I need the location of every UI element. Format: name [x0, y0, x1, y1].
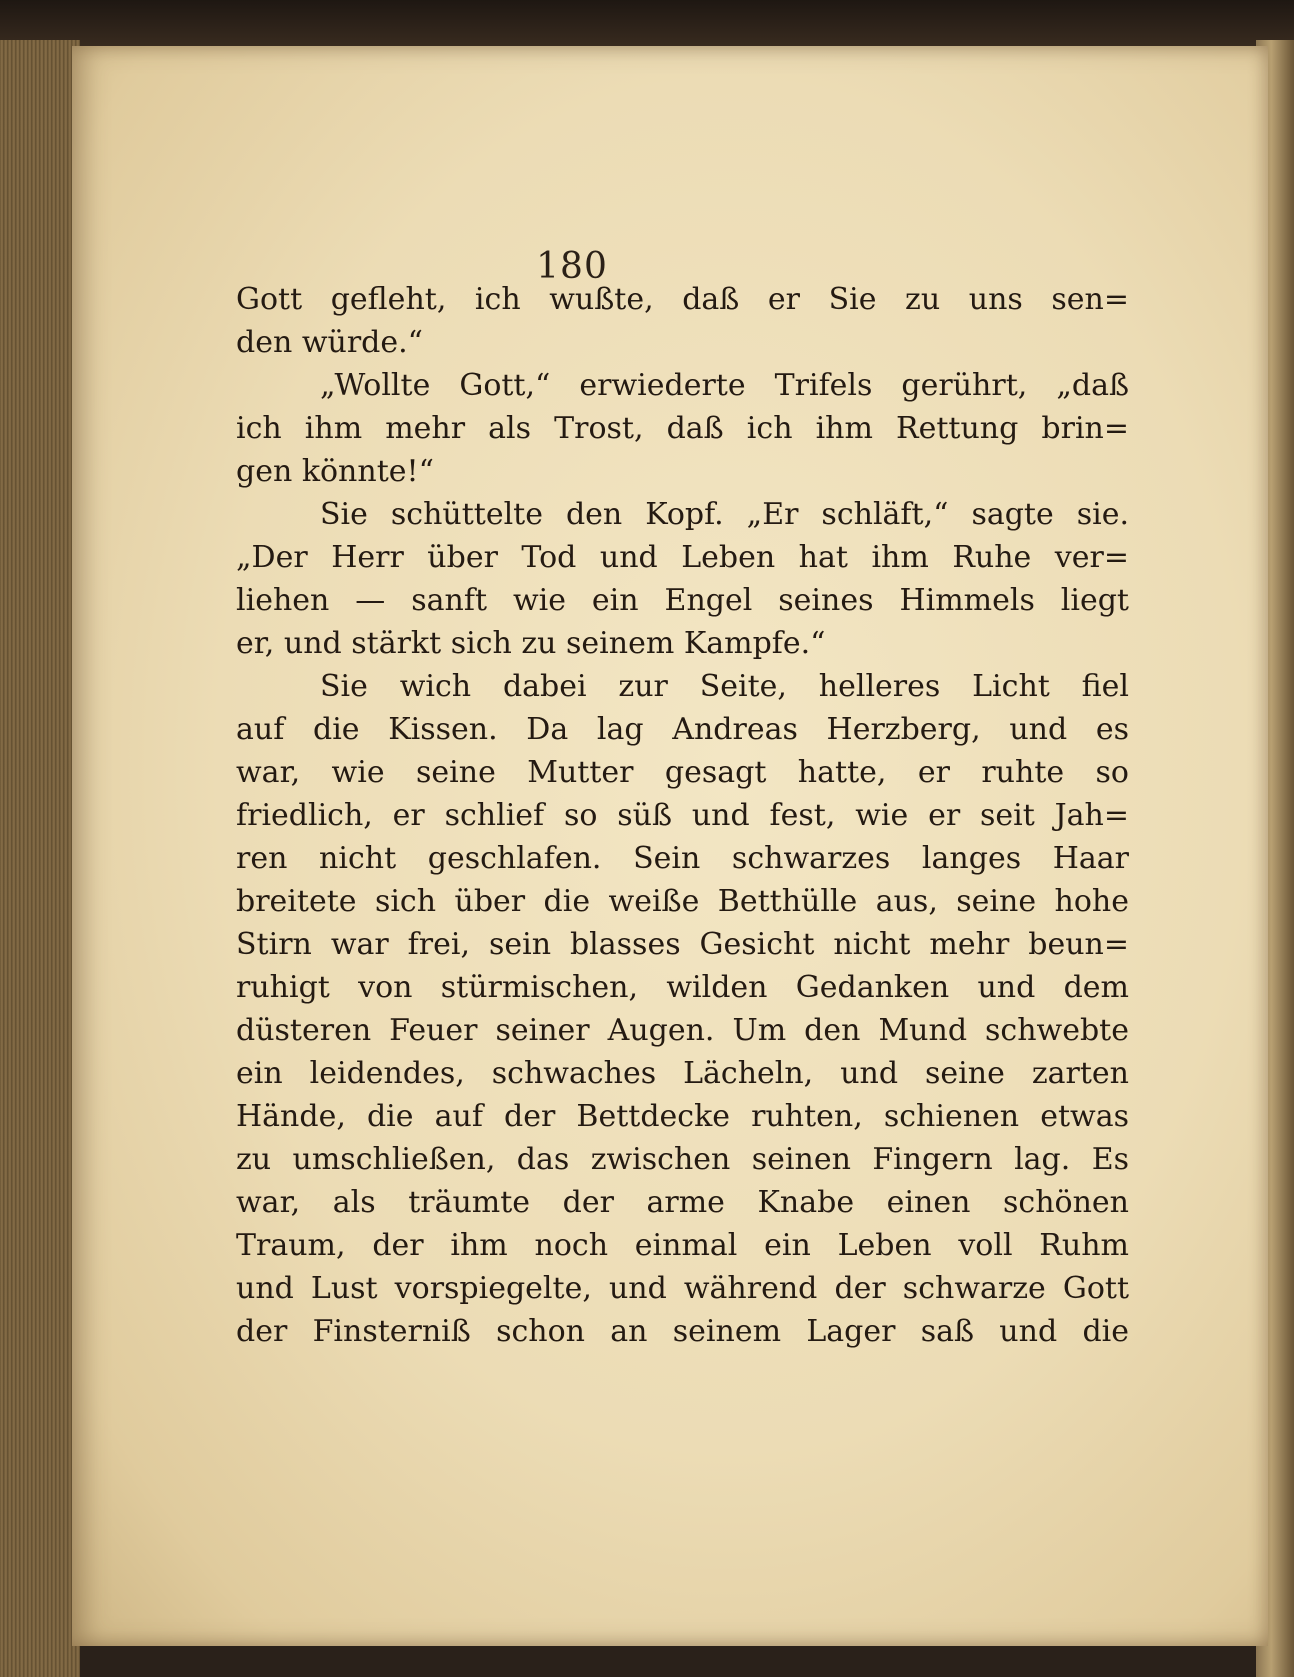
text-line: war, wie seine Mutter gesagt hatte, er ruhte so	[236, 755, 1129, 790]
text-line: liehen — sanft wie ein Engel seines Himmels liegt	[236, 583, 1129, 618]
text-line: ruhigt von stürmischen, wilden Gedanken und dem	[236, 970, 1129, 1005]
text-line: den würde.“	[236, 325, 423, 360]
text-line: zu umschließen, das zwischen seinen Fingern lag. Es	[236, 1142, 1129, 1177]
text-line: ein leidendes, schwaches Lächeln, und seine zarten	[236, 1056, 1129, 1091]
page-body-text	[236, 278, 1129, 1353]
text-line: der Finsterniß schon an seinem Lager saß und die	[236, 1314, 1129, 1349]
text-line: breitete sich über die weiße Betthülle aus, seine hohe	[236, 884, 1129, 919]
text-line: Sie schüttelte den Kopf. „Er schläft,“ sagte sie.	[320, 497, 1129, 532]
text-line: „Der Herr über Tod und Leben hat ihm Ruhe ver=	[236, 540, 1129, 575]
scan-background-top	[0, 0, 1294, 50]
text-line: Stirn war frei, sein blasses Gesicht nicht mehr beun=	[236, 927, 1129, 962]
text-line: gen könnte!“	[236, 454, 434, 489]
text-line: Gott gefleht, ich wußte, daß er Sie zu uns sen=	[236, 282, 1129, 317]
text-line: düsteren Feuer seiner Augen. Um den Mund schwebte	[236, 1013, 1129, 1048]
text-line: auf die Kissen. Da lag Andreas Herzberg, und es	[236, 712, 1129, 747]
text-line: „Wollte Gott,“ erwiederte Trifels gerührt, „daß	[320, 368, 1129, 403]
text-line: Sie wich dabei zur Seite, helleres Licht fiel	[320, 669, 1129, 704]
text-line: friedlich, er schlief so süß und fest, wie er seit Jah=	[236, 798, 1129, 833]
text-line: Hände, die auf der Bettdecke ruhten, schienen etwas	[236, 1099, 1129, 1134]
text-line: er, und stärkt sich zu seinem Kampfe.“	[236, 626, 826, 661]
text-line: war, als träumte der arme Knabe einen schönen	[236, 1185, 1129, 1220]
text-line: Traum, der ihm noch einmal ein Leben voll Ruhm	[236, 1228, 1129, 1263]
text-line: ich ihm mehr als Trost, daß ich ihm Rettung brin=	[236, 411, 1129, 446]
text-line: ren nicht geschlafen. Sein schwarzes langes Haar	[236, 841, 1129, 876]
page-number: 180	[536, 246, 608, 287]
text-line: und Lust vorspiegelte, und während der schwarze Gott	[236, 1271, 1129, 1306]
